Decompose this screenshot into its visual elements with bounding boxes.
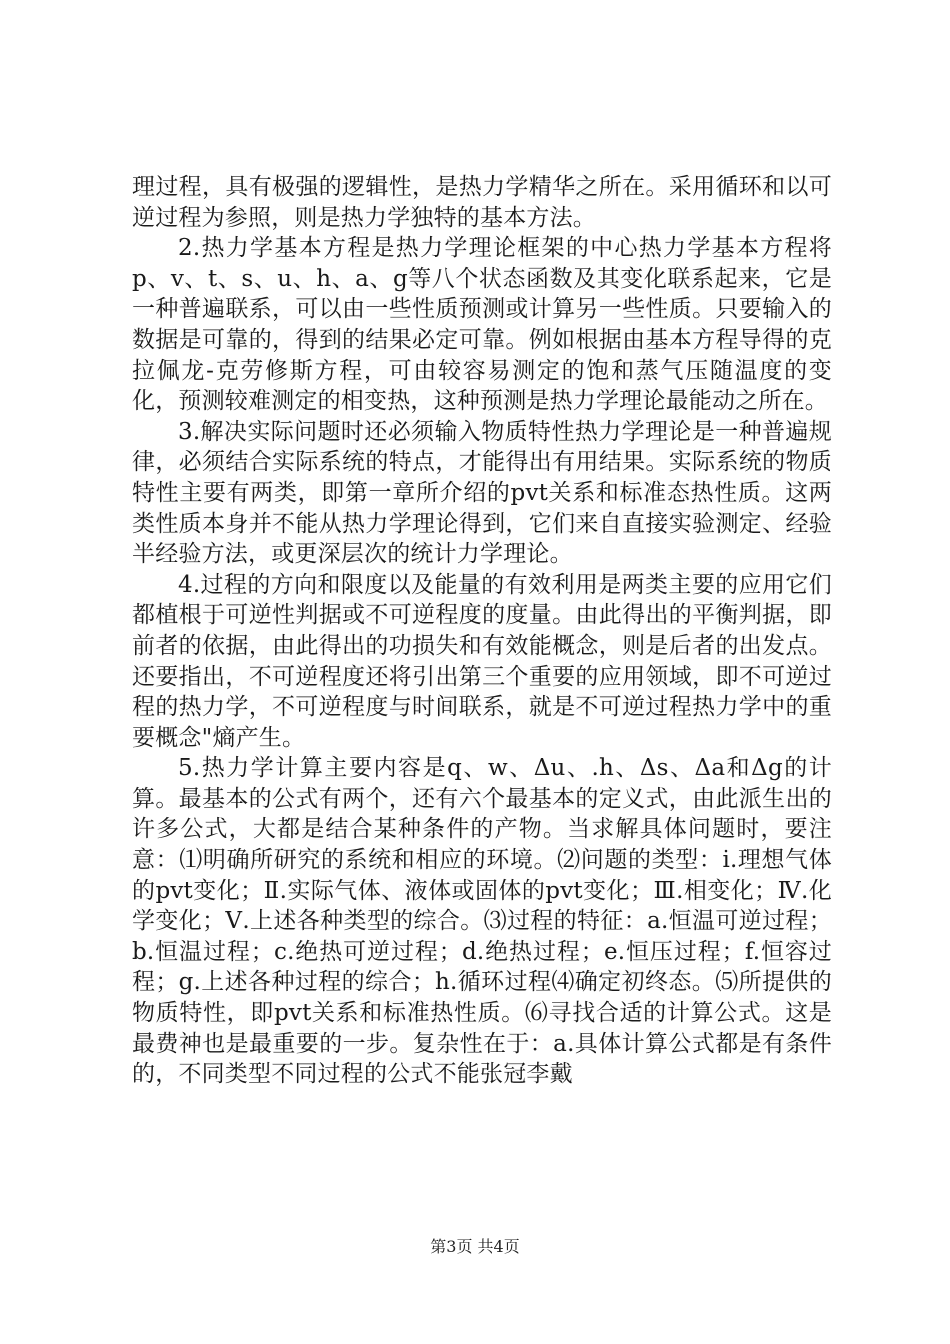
page-footer: 第3页 共4页 xyxy=(430,1237,520,1256)
paragraph-process-direction: 4.过程的方向和限度以及能量的有效利用是两类主要的应用它们都植根于可逆性判据或不可逆程度的度量。由此得出的平衡判据，即前者的依据，由此得出的功损失和有效能概念，则是后者的出发点。还要指出，不可逆程度还将引出第三个重要的应用领域，即不可逆过程的热力学，不可逆程度与时间联系，就是不可逆过程热力学中的重要概念"熵产生。 xyxy=(132,571,832,751)
document-body xyxy=(132,172,832,1090)
paragraph-continuation: 理过程，具有极强的逻辑性，是热力学精华之所在。采用循环和以可逆过程为参照，则是热力学独特的基本方法。 xyxy=(132,174,832,231)
paragraph-calculation: 5.热力学计算主要内容是q、w、Δu、.h、Δs、Δa和Δg的计算。最基本的公式有两个，还有六个最基本的定义式，由此派生出的许多公式，大都是结合某种条件的产物。当求解具体问题时，要注意：⑴明确所研究的系统和相应的环境。⑵问题的类型：i.理想气体的pvt变化；Ⅱ.实际气体、液体或固体的pvt变化；Ⅲ.相变化；Ⅳ.化学变化；Ⅴ.上述各种类型的综合。⑶过程的特征：a.恒温可逆过程；b.恒温过程；c.绝热可逆过程；d.绝热过程；e.恒压过程；f.恒容过程；g.上述各种过程的综合；h.循环过程⑷确定初终态。⑸所提供的物质特性，即pvt关系和标准热性质。⑹寻找合适的计算公式。这是最费神也是最重要的一步。复杂性在于：a.具体计算公式都是有条件的，不同类型不同过程的公式不能张冠李戴 xyxy=(132,755,832,1088)
paragraph-material-properties: 3.解决实际问题时还必须输入物质特性热力学理论是一种普遍规律，必须结合实际系统的特点，才能得出有用结果。实际系统的物质特性主要有两类，即第一章所介绍的pvt关系和标准态热性质。这两类性质本身并不能从热力学理论得到，它们来自直接实验测定、经验半经验方法，或更深层次的统计力学理论。 xyxy=(132,418,832,568)
paragraph-basic-equation: 2.热力学基本方程是热力学理论框架的中心热力学基本方程将p、v、t、s、u、h、a、g等八个状态函数及其变化联系起来，它是一种普遍联系，可以由一些性质预测或计算另一些性质。只要输入的数据是可靠的，得到的结果必定可靠。例如根据由基本方程导得的克拉佩龙-克劳修斯方程，可由较容易测定的饱和蒸气压随温度的变化，预测较难测定的相变热，这种预测是热力学理论最能动之所在。 xyxy=(132,235,832,415)
